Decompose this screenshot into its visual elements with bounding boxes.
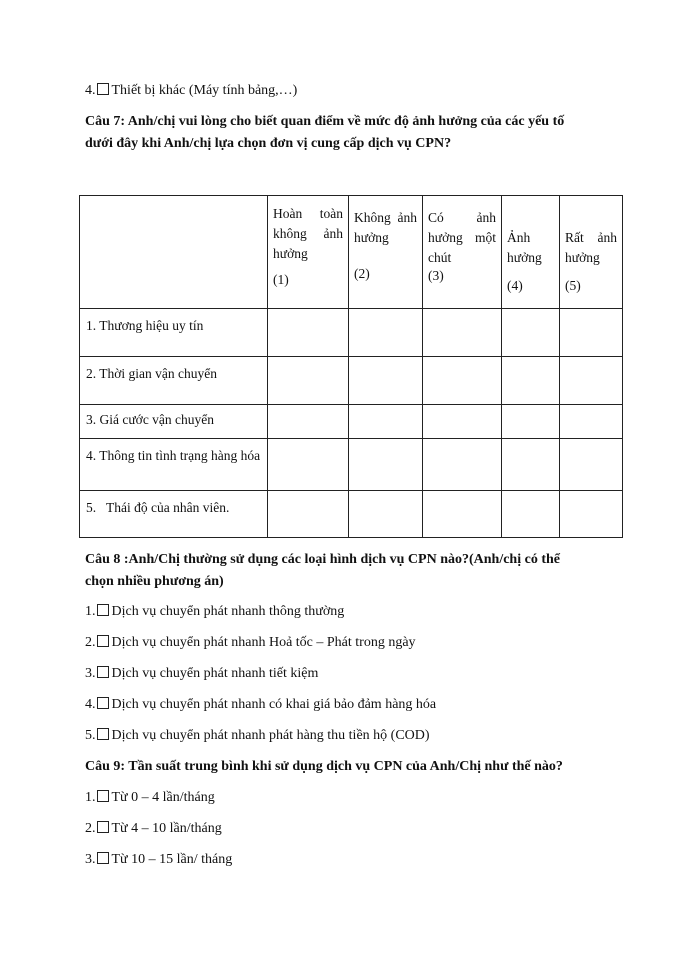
rating-cell[interactable] bbox=[502, 405, 560, 439]
q9-title: Câu 9: Tần suất trung bình khi sử dụng dịch vụ CPN của Anh/Chị như thế nào? bbox=[85, 759, 563, 774]
rating-cell[interactable] bbox=[268, 309, 349, 357]
column-label: Rất ảnh hưởng bbox=[565, 230, 617, 265]
column-header-2 bbox=[349, 196, 423, 309]
column-code: (1) bbox=[273, 272, 289, 287]
checkbox[interactable] bbox=[97, 852, 109, 864]
q9-option-1[interactable] bbox=[85, 790, 215, 806]
option-label: Dịch vụ chuyển phát nhanh tiết kiệm bbox=[111, 666, 319, 681]
rating-cell[interactable] bbox=[560, 439, 623, 491]
option-number: 1. bbox=[85, 790, 96, 805]
table-row bbox=[80, 309, 623, 357]
rating-cell[interactable] bbox=[268, 357, 349, 405]
checkbox[interactable] bbox=[97, 821, 109, 833]
rating-cell[interactable] bbox=[349, 357, 423, 405]
column-code: (3) bbox=[428, 268, 444, 283]
header-row bbox=[80, 196, 623, 309]
row-label: 3. Giá cước vận chuyển bbox=[80, 405, 268, 439]
q8-option-2[interactable] bbox=[85, 635, 416, 651]
option-label: Từ 4 – 10 lần/tháng bbox=[111, 821, 222, 836]
row-label: 1. Thương hiệu uy tín bbox=[80, 309, 268, 357]
rating-cell[interactable] bbox=[502, 439, 560, 491]
option-number: 1. bbox=[85, 604, 96, 619]
option-label: Từ 0 – 4 lần/tháng bbox=[111, 790, 215, 805]
column-label: Ảnh hưởng bbox=[507, 230, 542, 265]
rating-cell[interactable] bbox=[268, 491, 349, 538]
table-row bbox=[80, 439, 623, 491]
table-row bbox=[80, 357, 623, 405]
column-code: (4) bbox=[507, 278, 523, 293]
row-label: 2. Thời gian vận chuyển bbox=[80, 357, 268, 405]
column-code: (5) bbox=[565, 278, 581, 293]
rating-cell[interactable] bbox=[268, 405, 349, 439]
column-header-4 bbox=[502, 196, 560, 309]
q7-title-line2: dưới đây khi Anh/chị lựa chọn đơn vị cung cấp dịch vụ CPN? bbox=[85, 136, 452, 151]
header-empty-cell bbox=[80, 196, 268, 309]
table-row bbox=[80, 405, 623, 439]
q8-option-3[interactable] bbox=[85, 666, 318, 682]
row-label: 4. Thông tin tình trạng hàng hóa bbox=[80, 439, 268, 491]
rating-cell[interactable] bbox=[560, 309, 623, 357]
checkbox[interactable] bbox=[97, 83, 109, 95]
q8-option-4[interactable] bbox=[85, 697, 436, 713]
option-number: 3. bbox=[85, 852, 96, 867]
option-label: Dịch vụ chuyển phát nhanh thông thường bbox=[111, 604, 345, 619]
column-code: (2) bbox=[354, 266, 370, 281]
rating-cell[interactable] bbox=[349, 405, 423, 439]
rating-cell[interactable] bbox=[502, 309, 560, 357]
option-number: 4. bbox=[85, 697, 96, 712]
option-label: Từ 10 – 15 lần/ tháng bbox=[111, 852, 233, 867]
rating-cell[interactable] bbox=[423, 357, 502, 405]
q8-title-line2: chọn nhiều phương án) bbox=[85, 574, 224, 589]
rating-cell[interactable] bbox=[560, 405, 623, 439]
option-number: 4. bbox=[85, 83, 96, 98]
column-header-3 bbox=[423, 196, 502, 309]
option-label: Thiết bị khác (Máy tính bảng,…) bbox=[111, 83, 298, 98]
column-label: Hoàn toàn không ảnh hưởng bbox=[273, 206, 343, 261]
checkbox[interactable] bbox=[97, 666, 109, 678]
column-header-5 bbox=[560, 196, 623, 309]
option-number: 2. bbox=[85, 635, 96, 650]
rating-cell[interactable] bbox=[349, 439, 423, 491]
option-number: 3. bbox=[85, 666, 96, 681]
row-label: 5. Thái độ của nhân viên. bbox=[80, 491, 268, 538]
rating-cell[interactable] bbox=[423, 405, 502, 439]
checkbox[interactable] bbox=[97, 790, 109, 802]
option-label: Dịch vụ chuyển phát nhanh Hoả tốc – Phát trong ngày bbox=[111, 635, 416, 650]
q8-option-5[interactable] bbox=[85, 728, 430, 744]
checkbox[interactable] bbox=[97, 697, 109, 709]
q8-option-1[interactable] bbox=[85, 604, 344, 620]
column-label: Có ảnh hưởng một chút bbox=[428, 210, 496, 265]
rating-cell[interactable] bbox=[349, 491, 423, 538]
rating-cell[interactable] bbox=[423, 439, 502, 491]
rating-cell[interactable] bbox=[560, 357, 623, 405]
checkbox[interactable] bbox=[97, 604, 109, 616]
checkbox[interactable] bbox=[97, 728, 109, 740]
option-number: 5. bbox=[85, 728, 96, 743]
q7-title-line1: Câu 7: Anh/chị vui lòng cho biết quan điểm về mức độ ảnh hưởng của các yếu tố bbox=[85, 114, 565, 129]
checkbox[interactable] bbox=[97, 635, 109, 647]
rating-cell[interactable] bbox=[502, 491, 560, 538]
column-header-1 bbox=[268, 196, 349, 309]
rating-cell[interactable] bbox=[423, 491, 502, 538]
rating-cell[interactable] bbox=[349, 309, 423, 357]
q9-option-3[interactable] bbox=[85, 852, 232, 868]
rating-cell[interactable] bbox=[502, 357, 560, 405]
option-prev-4[interactable] bbox=[85, 83, 297, 99]
rating-cell[interactable] bbox=[560, 491, 623, 538]
column-label: Không ảnh hưởng bbox=[354, 210, 417, 245]
option-number: 2. bbox=[85, 821, 96, 836]
q8-title-line1: Câu 8 :Anh/Chị thường sử dụng các loại hình dịch vụ CPN nào?(Anh/chị có thể bbox=[85, 552, 560, 567]
table-row bbox=[80, 491, 623, 538]
option-label: Dịch vụ chuyển phát nhanh phát hàng thu tiền hộ (COD) bbox=[111, 728, 430, 743]
q7-rating-table bbox=[79, 195, 623, 538]
rating-cell[interactable] bbox=[423, 309, 502, 357]
q9-option-2[interactable] bbox=[85, 821, 222, 837]
option-label: Dịch vụ chuyển phát nhanh có khai giá bảo đảm hàng hóa bbox=[111, 697, 437, 712]
rating-cell[interactable] bbox=[268, 439, 349, 491]
